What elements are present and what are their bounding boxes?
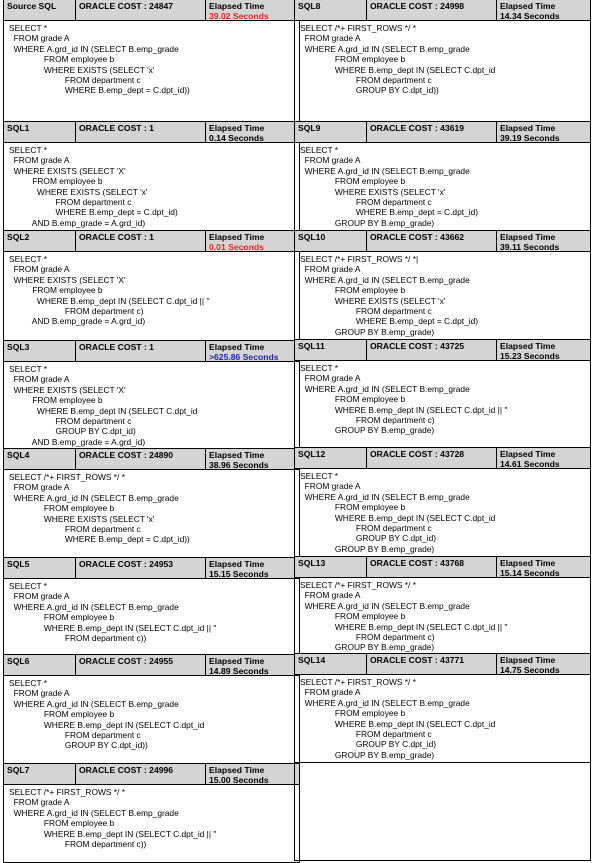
elapsed-time-label: Elapsed Time — [500, 449, 556, 459]
sql-name: SQL4 — [4, 449, 76, 469]
elapsed-time-value: >625.86 Seconds — [209, 352, 279, 361]
sql-block-header — [4, 764, 299, 785]
oracle-cost: ORACLE COST : 43725 — [367, 340, 497, 360]
sql-code: SELECT /*+ FIRST_ROWS */ * FROM grade A WHERE A.grd_id IN (SELECT B.emp_grade FROM employee b WHERE B.emp_dept IN (SELECT C.dpt_id FROM department c GROUP BY C.dpt_id)) — [300, 23, 496, 96]
elapsed-time — [206, 341, 299, 361]
sql-name: SQL1 — [4, 122, 76, 142]
sql-code: SELECT * FROM grade A WHERE A.grd_id IN (SELECT B.emp_grade FROM employee b WHERE EXISTS (SELECT 'x' FROM department c WHERE B.emp_dept = C.dpt_id) GROUP BY B.emp_grade) — [300, 145, 479, 228]
elapsed-time-value: 0.01 Seconds — [209, 242, 264, 251]
elapsed-time-value: 14.75 Seconds — [500, 665, 560, 674]
oracle-cost: ORACLE COST : 43771 — [367, 654, 497, 674]
elapsed-time — [206, 449, 299, 469]
sql-block — [294, 556, 591, 654]
oracle-cost: ORACLE COST : 43619 — [367, 122, 497, 142]
sql-name: SQL7 — [4, 764, 76, 784]
sql-block — [3, 763, 300, 863]
sql-name: SQL11 — [295, 340, 367, 360]
elapsed-time — [497, 122, 590, 142]
sql-name: SQL3 — [4, 341, 76, 361]
sql-block-header — [4, 449, 299, 470]
elapsed-time-label: Elapsed Time — [500, 558, 556, 568]
sql-block — [294, 230, 591, 340]
sql-block — [3, 0, 300, 122]
elapsed-time — [497, 448, 590, 468]
sql-block — [3, 654, 300, 764]
sql-code: SELECT /*+ FIRST_ROWS */ * FROM grade A WHERE A.grd_id IN (SELECT B.emp_grade FROM employee b WHERE B.emp_dept IN (SELECT C.dpt_id || '' FROM department c) GROUP BY B.emp_grade) — [300, 580, 508, 653]
sql-block-header — [4, 231, 299, 252]
oracle-cost: ORACLE COST : 43662 — [367, 231, 497, 251]
sql-code: SELECT * FROM grade A WHERE A.grd_id IN (SELECT B.emp_grade FROM employee b WHERE B.emp_dept IN (SELECT C.dpt_id FROM department c GROUP BY C.dpt_id) GROUP BY B.emp_grade) — [300, 471, 496, 554]
elapsed-time-label: Elapsed Time — [500, 232, 556, 242]
oracle-cost: ORACLE COST : 1 — [76, 231, 206, 251]
sql-name: SQL6 — [4, 655, 76, 675]
sql-block — [3, 230, 300, 341]
sql-name: SQL8 — [295, 0, 367, 20]
sql-name: SQL9 — [295, 122, 367, 142]
sql-code: SELECT /*+ FIRST_ROWS */ *| FROM grade A WHERE A.grd_id IN (SELECT B.emp_grade FROM employee b WHERE EXISTS (SELECT 'x' FROM department c WHERE B.emp_dept = C.dpt_id) GROUP BY B.emp_grade) — [300, 254, 479, 337]
oracle-cost: ORACLE COST : 1 — [76, 122, 206, 142]
sql-block — [294, 0, 591, 122]
sql-code: SELECT * FROM grade A WHERE A.grd_id IN (SELECT B.emp_grade FROM employee b WHERE B.emp_dept IN (SELECT C.dpt_id || '' FROM department c)) — [9, 581, 217, 644]
sql-block-header — [295, 231, 590, 252]
sql-block-header — [4, 0, 299, 21]
elapsed-time-value: 14.61 Seconds — [500, 459, 560, 468]
elapsed-time-value: 15.23 Seconds — [500, 351, 560, 360]
sql-code: SELECT /*+ FIRST_ROWS */ * FROM grade A WHERE A.grd_id IN (SELECT B.emp_grade FROM employee b WHERE B.emp_dept IN (SELECT C.dpt_id || '' FROM department c)) — [9, 787, 217, 850]
oracle-cost: ORACLE COST : 24996 — [76, 764, 206, 784]
elapsed-time-value: 0.14 Seconds — [209, 133, 264, 142]
sql-code: SELECT /*+ FIRST_ROWS */ * FROM grade A WHERE A.grd_id IN (SELECT B.emp_grade FROM employee b WHERE EXISTS (SELECT 'x' FROM department c WHERE B.emp_dept = C.dpt_id)) — [9, 472, 190, 545]
elapsed-time-label: Elapsed Time — [209, 559, 265, 569]
elapsed-time-label: Elapsed Time — [209, 765, 265, 775]
sql-block-header — [4, 558, 299, 579]
elapsed-time — [206, 122, 299, 142]
sql-block-header — [295, 654, 590, 675]
elapsed-time — [497, 557, 590, 577]
elapsed-time — [206, 655, 299, 675]
sql-block-header — [295, 340, 590, 361]
sql-block-header — [4, 655, 299, 676]
oracle-cost: ORACLE COST : 24955 — [76, 655, 206, 675]
sql-name: SQL14 — [295, 654, 367, 674]
elapsed-time-label: Elapsed Time — [209, 123, 265, 133]
sql-block — [294, 339, 591, 448]
sql-name: SQL2 — [4, 231, 76, 251]
oracle-cost: ORACLE COST : 43728 — [367, 448, 497, 468]
elapsed-time-value: 39.19 Seconds — [500, 133, 560, 142]
elapsed-time-label: Elapsed Time — [500, 1, 556, 11]
sql-name: SQL12 — [295, 448, 367, 468]
sql-block-header — [4, 341, 299, 362]
sql-name: SQL13 — [295, 557, 367, 577]
sql-block-header — [295, 0, 590, 21]
elapsed-time-value: 39.11 Seconds — [500, 242, 560, 251]
sql-block — [294, 653, 591, 763]
elapsed-time-label: Elapsed Time — [209, 1, 265, 11]
right-column — [294, 0, 591, 861]
sql-block — [3, 340, 300, 449]
sql-code: SELECT * FROM grade A WHERE A.grd_id IN (SELECT B.emp_grade FROM employee b WHERE B.emp_dept IN (SELECT C.dpt_id || '' FROM department c) GROUP BY B.emp_grade) — [300, 363, 508, 436]
elapsed-time-label: Elapsed Time — [500, 123, 556, 133]
sql-code: SELECT * FROM grade A WHERE EXISTS (SELECT 'X' FROM employee b WHERE B.emp_dept IN (SELECT C.dpt_id || '' FROM department c) AND B.emp_grade = A.grd_id) — [9, 254, 210, 327]
sql-code: SELECT /*+ FIRST_ROWS */ * FROM grade A WHERE A.grd_id IN (SELECT B.emp_grade FROM employee b WHERE B.emp_dept IN (SELECT C.dpt_id FROM department c GROUP BY C.dpt_id) GROUP BY B.emp_grade) — [300, 677, 496, 760]
sql-block-header — [295, 557, 590, 578]
sql-block — [294, 121, 591, 231]
sql-name: SQL5 — [4, 558, 76, 578]
sql-block — [3, 121, 300, 231]
elapsed-time-value: 15.14 Seconds — [500, 568, 560, 577]
elapsed-time-label: Elapsed Time — [209, 656, 265, 666]
elapsed-time-value: 14.89 Seconds — [209, 666, 269, 675]
sql-code: SELECT * FROM grade A WHERE EXISTS (SELECT 'X' FROM employee b WHERE B.emp_dept IN (SELECT C.dpt_id FROM department c GROUP BY C.dpt_id) AND B.emp_grade = A.grd_id) — [9, 364, 198, 447]
elapsed-time-value: 38.96 Seconds — [209, 460, 269, 469]
oracle-cost: ORACLE COST : 24998 — [367, 0, 497, 20]
elapsed-time — [497, 0, 590, 20]
oracle-cost: ORACLE COST : 24890 — [76, 449, 206, 469]
sql-block-header — [4, 122, 299, 143]
oracle-cost: ORACLE COST : 43768 — [367, 557, 497, 577]
sql-block — [3, 448, 300, 558]
elapsed-time — [497, 340, 590, 360]
sql-name: Source SQL — [4, 0, 76, 20]
elapsed-time-value: 14.34 Seconds — [500, 11, 560, 20]
elapsed-time — [497, 231, 590, 251]
sql-block — [294, 447, 591, 557]
oracle-cost: ORACLE COST : 24953 — [76, 558, 206, 578]
oracle-cost: ORACLE COST : 24847 — [76, 0, 206, 20]
elapsed-time-label: Elapsed Time — [209, 342, 265, 352]
elapsed-time — [206, 558, 299, 578]
empty-cell — [294, 762, 591, 861]
elapsed-time-value: 15.15 Seconds — [209, 569, 269, 578]
elapsed-time-label: Elapsed Time — [500, 655, 556, 665]
sql-code: SELECT * FROM grade A WHERE A.grd_id IN (SELECT B.emp_grade FROM employee b WHERE EXISTS (SELECT 'x' FROM department c WHERE B.emp_dept = C.dpt_id)) — [9, 23, 190, 96]
sql-block — [3, 557, 300, 655]
elapsed-time-value: 39.02 Seconds — [209, 11, 269, 20]
elapsed-time-label: Elapsed Time — [209, 232, 265, 242]
sql-code: SELECT * FROM grade A WHERE A.grd_id IN (SELECT B.emp_grade FROM employee b WHERE B.emp_dept IN (SELECT C.dpt_id FROM department c GROUP BY C.dpt_id)) — [9, 678, 205, 751]
sql-code: SELECT * FROM grade A WHERE EXISTS (SELECT 'X' FROM employee b WHERE EXISTS (SELECT 'x' FROM department c WHERE B.emp_dept = C.dpt_id) AND B.emp_grade = A.grd_id) — [9, 145, 178, 228]
elapsed-time-label: Elapsed Time — [209, 450, 265, 460]
left-column — [3, 0, 300, 863]
sql-block-header — [295, 122, 590, 143]
elapsed-time — [206, 231, 299, 251]
sql-name: SQL10 — [295, 231, 367, 251]
elapsed-time — [206, 764, 299, 784]
elapsed-time-label: Elapsed Time — [500, 341, 556, 351]
elapsed-time-value: 15.00 Seconds — [209, 775, 269, 784]
elapsed-time — [206, 0, 299, 20]
elapsed-time — [497, 654, 590, 674]
oracle-cost: ORACLE COST : 1 — [76, 341, 206, 361]
sql-block-header — [295, 448, 590, 469]
